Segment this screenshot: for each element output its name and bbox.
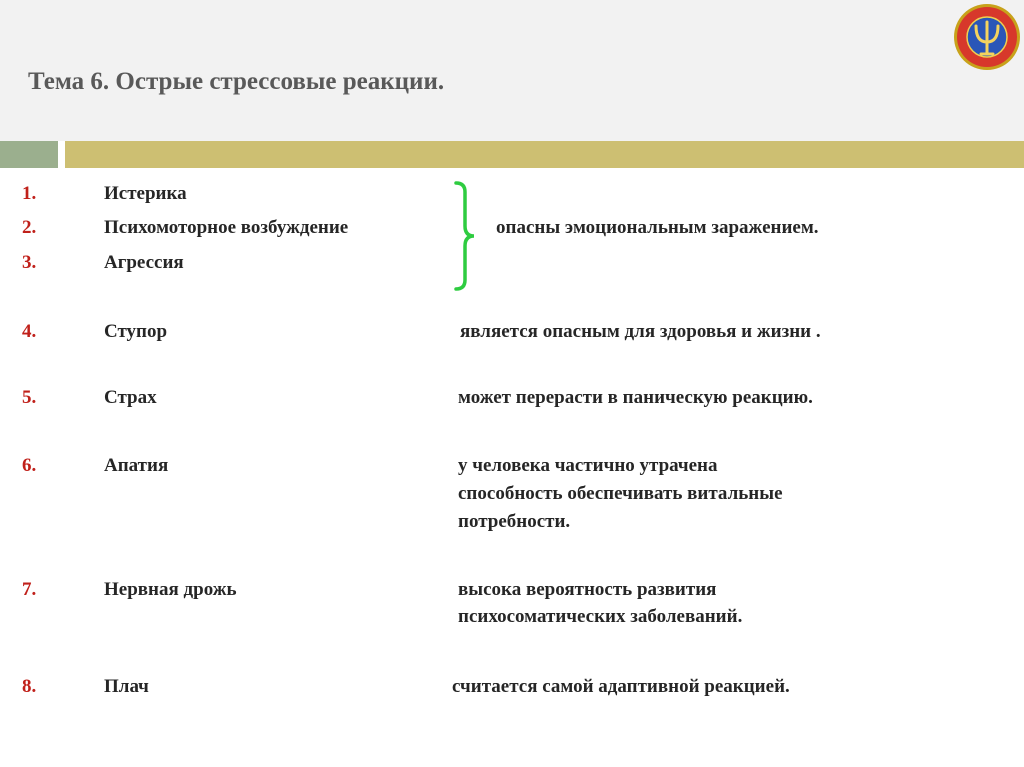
description-apathy-line: способность обеспечивать витальные: [458, 483, 783, 504]
item-number: 1.: [22, 183, 37, 204]
description-stupor: является опасным для здоровья и жизни .: [460, 321, 821, 342]
grouping-brace: [452, 180, 480, 292]
item-number: 6.: [22, 455, 37, 476]
description-tremor-line: высока вероятность развития: [458, 579, 717, 600]
item-term: Ступор: [104, 321, 168, 342]
item-number: 7.: [22, 579, 37, 600]
description-apathy-line: у человека частично утрачена: [458, 455, 718, 476]
title-bar-left: [0, 141, 58, 168]
item-term: Страх: [104, 387, 157, 408]
item-term: Плач: [104, 676, 149, 697]
description-fear: может перерасти в паническую реакцию.: [458, 387, 813, 408]
psi-emblem-icon: [952, 2, 1022, 72]
item-term: Апатия: [104, 455, 169, 476]
item-number: 8.: [22, 676, 37, 697]
description-group-1-3: опасны эмоциональным заражением.: [496, 217, 819, 238]
item-number: 3.: [22, 252, 37, 273]
description-crying: считается самой адаптивной реакцией.: [452, 676, 790, 697]
description-tremor-line: психосоматических заболеваний.: [458, 606, 743, 627]
item-term: Психомоторное возбуждение: [104, 217, 349, 238]
item-term: Нервная дрожь: [104, 579, 237, 600]
description-apathy-line: потребности.: [458, 511, 571, 532]
item-number: 4.: [22, 321, 37, 342]
title-bar-right: [65, 141, 1024, 168]
item-term: Истерика: [104, 183, 187, 204]
item-number: 5.: [22, 387, 37, 408]
slide-title: Тема 6. Острые стрессовые реакции.: [28, 68, 445, 95]
item-number: 2.: [22, 217, 37, 238]
item-term: Агрессия: [104, 252, 184, 273]
